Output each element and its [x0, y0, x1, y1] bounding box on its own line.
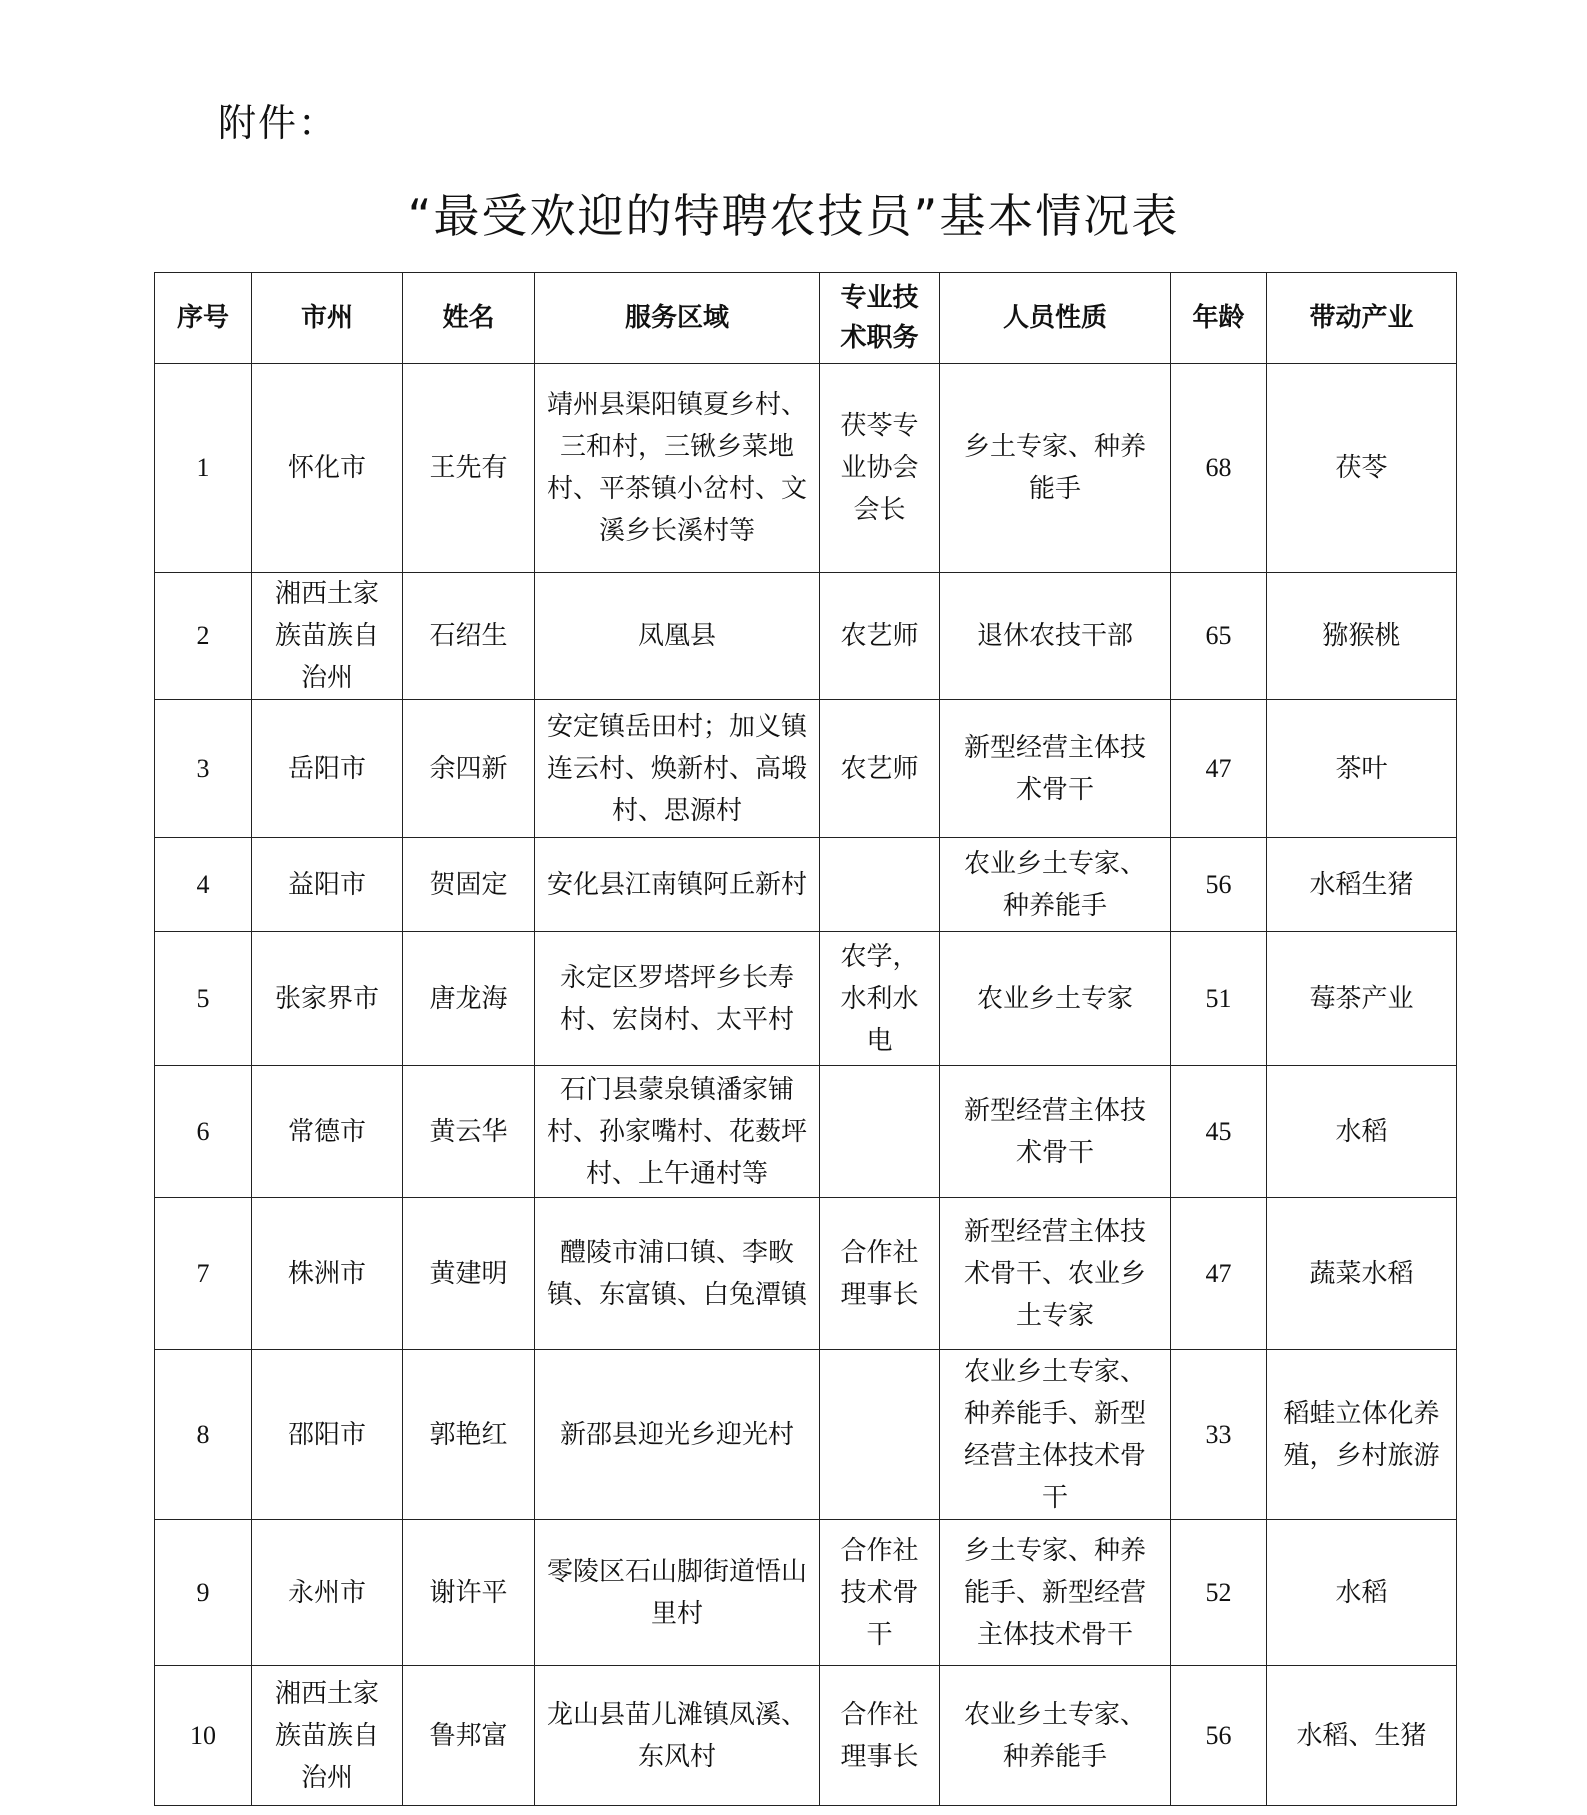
cell-city: 永州市 — [252, 1520, 403, 1666]
table-row — [155, 573, 1457, 700]
cell-no: 8 — [155, 1350, 252, 1520]
cell-area: 石门县蒙泉镇潘家铺村、孙家嘴村、花薮坪村、上午通村等 — [535, 1066, 820, 1198]
cell-title: 农艺师 — [820, 573, 940, 700]
cell-industry: 猕猴桃 — [1267, 573, 1457, 700]
cell-title: 茯苓专业协会会长 — [820, 364, 940, 573]
cell-nature: 农业乡土专家、种养能手 — [940, 838, 1171, 932]
cell-city: 益阳市 — [252, 838, 403, 932]
header-area: 服务区域 — [535, 273, 820, 364]
cell-name: 黄建明 — [403, 1198, 535, 1350]
header-title: 专业技术职务 — [820, 273, 940, 364]
cell-name: 谢许平 — [403, 1520, 535, 1666]
cell-age: 45 — [1171, 1066, 1267, 1198]
cell-industry: 茯苓 — [1267, 364, 1457, 573]
cell-nature: 退休农技干部 — [940, 573, 1171, 700]
cell-title: 合作社理事长 — [820, 1198, 940, 1350]
table-row — [155, 1520, 1457, 1666]
cell-no: 7 — [155, 1198, 252, 1350]
cell-name: 郭艳红 — [403, 1350, 535, 1520]
cell-no: 1 — [155, 364, 252, 573]
cell-no: 9 — [155, 1520, 252, 1666]
header-age: 年龄 — [1171, 273, 1267, 364]
cell-no: 10 — [155, 1666, 252, 1806]
cell-no: 5 — [155, 932, 252, 1066]
table-row — [155, 364, 1457, 573]
cell-name: 余四新 — [403, 700, 535, 838]
cell-age: 47 — [1171, 1198, 1267, 1350]
cell-nature: 新型经营主体技术骨干、农业乡土专家 — [940, 1198, 1171, 1350]
cell-area: 靖州县渠阳镇夏乡村、三和村，三锹乡菜地村、平茶镇小岔村、文溪乡长溪村等 — [535, 364, 820, 573]
cell-age: 52 — [1171, 1520, 1267, 1666]
cell-no: 4 — [155, 838, 252, 932]
table-row — [155, 700, 1457, 838]
cell-title — [820, 1066, 940, 1198]
cell-title: 合作社理事长 — [820, 1666, 940, 1806]
cell-industry: 蔬菜水稻 — [1267, 1198, 1457, 1350]
cell-area: 安定镇岳田村；加义镇连云村、焕新村、高塅村、思源村 — [535, 700, 820, 838]
cell-nature: 新型经营主体技术骨干 — [940, 700, 1171, 838]
header-nature: 人员性质 — [940, 273, 1171, 364]
cell-name: 黄云华 — [403, 1066, 535, 1198]
header-industry: 带动产业 — [1267, 273, 1457, 364]
cell-title: 合作社技术骨干 — [820, 1520, 940, 1666]
cell-no: 2 — [155, 573, 252, 700]
cell-age: 47 — [1171, 700, 1267, 838]
cell-nature: 新型经营主体技术骨干 — [940, 1066, 1171, 1198]
info-table — [154, 272, 1457, 1806]
cell-age: 56 — [1171, 1666, 1267, 1806]
cell-name: 贺固定 — [403, 838, 535, 932]
table-row — [155, 1066, 1457, 1198]
cell-industry: 水稻 — [1267, 1520, 1457, 1666]
document-title: “最受欢迎的特聘农技员”基本情况表 — [407, 189, 1180, 243]
cell-city: 张家界市 — [252, 932, 403, 1066]
cell-title: 农艺师 — [820, 700, 940, 838]
cell-industry: 水稻生猪 — [1267, 838, 1457, 932]
header-city: 市州 — [252, 273, 403, 364]
cell-nature: 乡土专家、种养能手 — [940, 364, 1171, 573]
cell-area: 新邵县迎光乡迎光村 — [535, 1350, 820, 1520]
table-row — [155, 932, 1457, 1066]
cell-nature: 农业乡土专家、种养能手、新型经营主体技术骨干 — [940, 1350, 1171, 1520]
cell-city: 湘西土家族苗族自治州 — [252, 1666, 403, 1806]
cell-area: 零陵区石山脚街道悟山里村 — [535, 1520, 820, 1666]
table-row — [155, 1350, 1457, 1520]
header-row — [155, 273, 1457, 364]
cell-city: 常德市 — [252, 1066, 403, 1198]
cell-nature: 农业乡土专家、种养能手 — [940, 1666, 1171, 1806]
cell-city: 怀化市 — [252, 364, 403, 573]
cell-name: 石绍生 — [403, 573, 535, 700]
cell-industry: 稻蛙立体化养殖，乡村旅游 — [1267, 1350, 1457, 1520]
cell-nature: 乡土专家、种养能手、新型经营主体技术骨干 — [940, 1520, 1171, 1666]
table-row — [155, 838, 1457, 932]
attachment-label: 附件： — [218, 101, 339, 145]
cell-area: 安化县江南镇阿丘新村 — [535, 838, 820, 932]
cell-age: 68 — [1171, 364, 1267, 573]
cell-area: 醴陵市浦口镇、李畋镇、东富镇、白兔潭镇 — [535, 1198, 820, 1350]
header-name: 姓名 — [403, 273, 535, 364]
cell-area: 龙山县苗儿滩镇凤溪、东风村 — [535, 1666, 820, 1806]
cell-area: 凤凰县 — [535, 573, 820, 700]
cell-city: 湘西土家族苗族自治州 — [252, 573, 403, 700]
cell-name: 王先有 — [403, 364, 535, 573]
cell-city: 株洲市 — [252, 1198, 403, 1350]
cell-nature: 农业乡土专家 — [940, 932, 1171, 1066]
table-row — [155, 1198, 1457, 1350]
cell-age: 51 — [1171, 932, 1267, 1066]
cell-age: 56 — [1171, 838, 1267, 932]
cell-name: 鲁邦富 — [403, 1666, 535, 1806]
cell-industry: 莓茶产业 — [1267, 932, 1457, 1066]
cell-city: 邵阳市 — [252, 1350, 403, 1520]
cell-name: 唐龙海 — [403, 932, 535, 1066]
cell-industry: 水稻 — [1267, 1066, 1457, 1198]
cell-city: 岳阳市 — [252, 700, 403, 838]
cell-area: 永定区罗塔坪乡长寿村、宏岗村、太平村 — [535, 932, 820, 1066]
table-row — [155, 1666, 1457, 1806]
cell-age: 33 — [1171, 1350, 1267, 1520]
cell-industry: 水稻、生猪 — [1267, 1666, 1457, 1806]
cell-no: 3 — [155, 700, 252, 838]
header-no: 序号 — [155, 273, 252, 364]
cell-title — [820, 838, 940, 932]
cell-industry: 茶叶 — [1267, 700, 1457, 838]
cell-no: 6 — [155, 1066, 252, 1198]
cell-title: 农学，水利水电 — [820, 932, 940, 1066]
cell-age: 65 — [1171, 573, 1267, 700]
cell-title — [820, 1350, 940, 1520]
